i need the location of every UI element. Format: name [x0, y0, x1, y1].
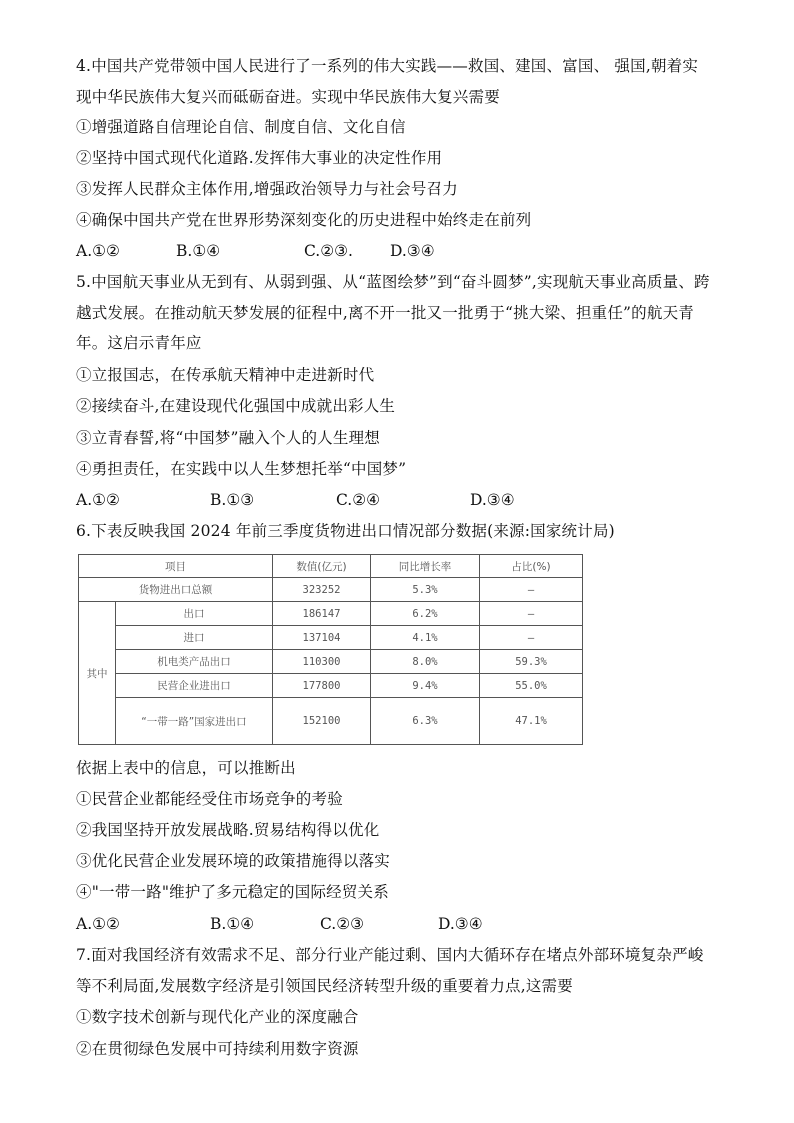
row-share: — [480, 578, 583, 602]
q5-item-3: ③立青春誓,将“中国梦”融入个人的人生理想 [76, 429, 380, 447]
q5-item-4: ④勇担责任，在实践中以人生梦想托举“中国梦” [76, 460, 407, 478]
q5-option-b[interactable]: B.①③ [210, 491, 255, 509]
q7-stem-line-1: 7.面对我国经济有效需求不足、部分行业产能过剩、国内大循环存在堵点外部环境复杂严峻 [76, 946, 704, 964]
row-growth: 5.3% [371, 578, 480, 602]
q6-option-a[interactable]: A.①② [76, 915, 120, 933]
table-row [79, 698, 583, 745]
q4-option-b[interactable]: B.①④ [176, 242, 221, 260]
q6-item-2: ②我国坚持开放发展战略.贸易结构得以优化 [76, 821, 380, 839]
table-row [79, 602, 583, 626]
row-label: 机电类产品出口 [116, 650, 273, 674]
q5-option-c[interactable]: C.②④ [336, 491, 381, 509]
row-growth: 4.1% [371, 626, 480, 650]
header-value: 数值(亿元) [273, 555, 371, 578]
table-row [79, 674, 583, 698]
row-value: 152100 [273, 698, 371, 745]
q7-item-1: ①数字技术创新与现代化产业的深度融合 [76, 1008, 359, 1026]
row-value: 137104 [273, 626, 371, 650]
q5-stem-line-2: 越式发展。在推动航天梦发展的征程中,离不开一批又一批勇于“挑大梁、担重任”的航天青 [76, 304, 694, 322]
q6-stem: 6.下表反映我国 2024 年前三季度货物进出口情况部分数据(来源:国家统计局) [76, 522, 615, 540]
row-growth: 9.4% [371, 674, 480, 698]
row-label: 出口 [116, 602, 273, 626]
table-header-row [79, 555, 583, 578]
trade-data-table [78, 554, 583, 745]
q4-option-c[interactable]: C.②③. [304, 242, 353, 260]
q6-item-4: ④"一带一路"维护了多元稳定的国际经贸关系 [76, 883, 389, 901]
q6-lead: 依据上表中的信息，可以推断出 [76, 759, 296, 777]
q7-stem-line-2: 等不利局面,发展数字经济是引领国民经济转型升级的重要着力点,这需要 [76, 977, 573, 995]
q7-item-2: ②在贯彻绿色发展中可持续利用数字资源 [76, 1040, 359, 1058]
table-row [79, 650, 583, 674]
row-label: 进口 [116, 626, 273, 650]
row-label: 民营企业进出口 [116, 674, 273, 698]
q6-option-d[interactable]: D.③④ [438, 915, 483, 933]
row-share: 47.1% [480, 698, 583, 745]
row-value: 323252 [273, 578, 371, 602]
q6-item-1: ①民营企业都能经受住市场竞争的考验 [76, 790, 343, 808]
q4-item-1: ①增强道路自信理论自信、制度自信、文化自信 [76, 118, 406, 136]
q6-option-c[interactable]: C.②③ [320, 915, 365, 933]
row-share: 55.0% [480, 674, 583, 698]
row-share: — [480, 602, 583, 626]
row-label: “一带一路”国家进出口 [116, 698, 273, 745]
q5-option-a[interactable]: A.①② [76, 491, 120, 509]
q4-stem-line-1: 4.中国共产党带领中国人民进行了一系列的伟大实践——救国、建国、富国、 强国,朝着实 [76, 57, 699, 75]
row-value: 186147 [273, 602, 371, 626]
row-share: 59.3% [480, 650, 583, 674]
row-value: 110300 [273, 650, 371, 674]
q6-option-b[interactable]: B.①④ [210, 915, 255, 933]
table-row [79, 626, 583, 650]
header-growth: 同比增长率 [371, 555, 480, 578]
q4-stem-line-2: 现中华民族伟大复兴而砥砺奋进。实现中华民族伟大复兴需要 [76, 88, 500, 106]
group-label: 其中 [79, 602, 116, 745]
q4-item-2: ②坚持中国式现代化道路.发挥伟大事业的决定性作用 [76, 149, 443, 167]
q4-option-d[interactable]: D.③④ [390, 242, 435, 260]
q5-item-2: ②接续奋斗,在建设现代化强国中成就出彩人生 [76, 397, 396, 415]
row-growth: 6.2% [371, 602, 480, 626]
row-growth: 6.3% [371, 698, 480, 745]
table-row [79, 578, 583, 602]
q5-option-d[interactable]: D.③④ [470, 491, 515, 509]
q4-item-4: ④确保中国共产党在世界形势深刻变化的历史进程中始终走在前列 [76, 211, 532, 229]
q5-stem-line-3: 年。这启示青年应 [76, 334, 202, 352]
header-item: 项目 [79, 555, 273, 578]
q6-item-3: ③优化民营企业发展环境的政策措施得以落实 [76, 852, 391, 870]
q4-option-a[interactable]: A.①② [76, 242, 120, 260]
row-label: 货物进出口总额 [79, 578, 273, 602]
row-growth: 8.0% [371, 650, 480, 674]
q5-stem-line-1: 5.中国航天事业从无到有、从弱到强、从“蓝图绘梦”到“奋斗圆梦”,实现航天事业高质量、跨 [76, 273, 710, 291]
row-value: 177800 [273, 674, 371, 698]
header-share: 占比(%) [480, 555, 583, 578]
row-share: — [480, 626, 583, 650]
q4-item-3: ③发挥人民群众主体作用,增强政治领导力与社会号召力 [76, 180, 458, 198]
q5-item-1: ①立报国志，在传承航天精神中走进新时代 [76, 366, 375, 384]
